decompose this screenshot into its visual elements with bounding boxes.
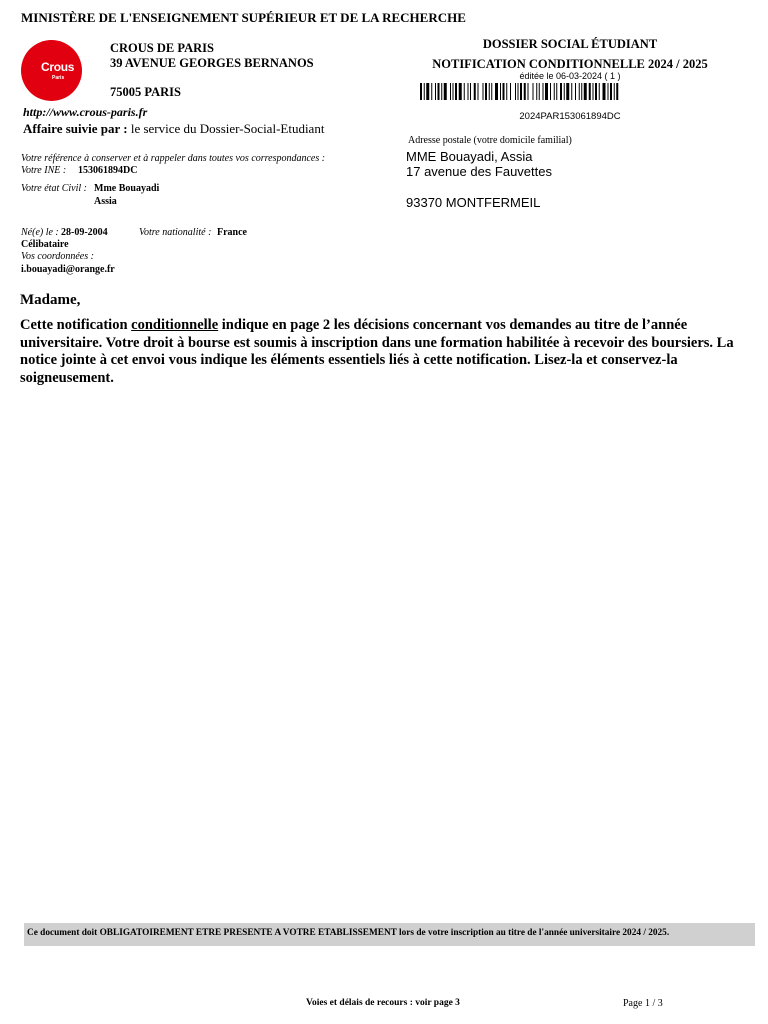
nationality-label: Votre nationalité : [139, 227, 212, 238]
barcode-bar [444, 83, 447, 100]
civil-status-label: Votre état Civil : [21, 183, 88, 194]
barcode-bar [584, 83, 587, 100]
ine-label: Votre INE : [21, 165, 67, 176]
barcode-bar [515, 83, 516, 100]
barcode-bar [616, 83, 618, 100]
barcode-bar [610, 83, 612, 100]
letter-body [20, 317, 760, 387]
affaire-label: Affaire suivie par : [23, 121, 128, 136]
barcode-bar [459, 83, 462, 100]
barcode-bar [539, 83, 540, 100]
barcode-bar [478, 83, 479, 100]
barcode-bar [489, 83, 490, 100]
crous-logo [21, 40, 82, 101]
barcode-bar [599, 83, 600, 100]
barcode-bar [533, 83, 534, 100]
edition-date: éditée le 06-03-2024 ( 1 ) [519, 71, 621, 81]
barcode-bar [426, 83, 429, 100]
barcode-bar [468, 83, 469, 100]
ministry-header: MINISTÈRE DE L'ENSEIGNEMENT SUPÉRIEUR ET DE LA RECHERCHE [21, 10, 466, 25]
barcode-bar [560, 83, 562, 100]
barcode-bar [485, 83, 487, 100]
barcode-bar [420, 83, 422, 100]
org-street: 39 AVENUE GEORGES BERNANOS [110, 56, 314, 70]
barcode-bar [593, 83, 594, 100]
affaire-value: le service du Dossier-Social-Etudiant [127, 121, 325, 136]
barcode-bar [435, 83, 436, 100]
barcode-text: 2024PAR153061894DC [519, 111, 621, 122]
barcode-bar [550, 83, 551, 100]
barcode-bar [491, 83, 492, 100]
barcode-bar [524, 83, 526, 100]
barcode [420, 83, 694, 100]
barcode-bar [566, 83, 569, 100]
barcode-bar [441, 83, 442, 100]
footer-notice-text: Ce document doit OBLIGATOIREMENT ETRE PRESENTE A VOTRE ETABLISSEMENT lors de votre inscription au titre de l'année universitaire 2024 / 2025. [27, 928, 670, 938]
barcode-bar [536, 83, 537, 100]
barcode-bar [564, 83, 565, 100]
body-text-start: Cette notification [20, 317, 132, 333]
barcode-bar [575, 83, 576, 100]
barcode-bar [510, 83, 511, 100]
barcode-bar [474, 83, 476, 100]
barcode-bar [589, 83, 591, 100]
contact-label: Vos coordonnées : [21, 251, 94, 262]
recours-note: Voies et délais de recours : voir page 3 [306, 998, 460, 1008]
document-title: DOSSIER SOCIAL ÉTUDIANT [482, 37, 658, 51]
ine-value: 153061894DC [78, 165, 138, 176]
recipient-name: MME Bouayadi, Assia [406, 149, 533, 164]
barcode-bar [581, 83, 582, 100]
barcode-bar [614, 83, 615, 100]
birth-date-value: 28-09-2004 [61, 227, 108, 238]
barcode-bar [518, 83, 519, 100]
recipient-street: 17 avenue des Fauvettes [406, 164, 552, 179]
barcode-bar [438, 83, 440, 100]
barcode-bar [579, 83, 580, 100]
civil-firstname: Assia [94, 196, 117, 207]
affaire-line [23, 121, 324, 137]
barcode-bar [450, 83, 451, 100]
barcode-bar [431, 83, 432, 100]
logo-word: Crous [41, 60, 75, 74]
barcode-bar [503, 83, 505, 100]
org-name: CROUS DE PARIS [110, 41, 214, 55]
barcode-bar [543, 83, 544, 100]
barcode-bar [500, 83, 501, 100]
postal-address-label: Adresse postale (votre domicile familial) [408, 135, 572, 146]
barcode-bar [455, 83, 457, 100]
salutation: Madame, [20, 292, 81, 308]
body-text-end: indique en page 2 les décisions concernant vos demandes au titre de l’année universitaire. Votre droit à bourse est soumis à inscription dans une formation habilitée à recevoir des boursiers. La notice jointe à cet envoi vous indique les éléments essentiels liés à cette notification. Lisez-la et conservez-la soigneusement. [20, 317, 734, 386]
nationality-value: France [217, 227, 247, 238]
barcode-bar [545, 83, 548, 100]
body-text-underlined: conditionnelle [131, 317, 219, 333]
barcode-bar [453, 83, 454, 100]
barcode-bar [608, 83, 609, 100]
reference-note: Votre référence à conserver et à rappeler dans toutes vos correspondances : [21, 153, 326, 164]
barcode-bar [556, 83, 557, 100]
barcode-bar [528, 83, 529, 100]
footer-notice-bar [24, 923, 755, 946]
recipient-city: 93370 MONTFERMEIL [406, 195, 541, 210]
document-subtitle: NOTIFICATION CONDITIONNELLE 2024 / 2025 [432, 57, 708, 71]
contact-email: i.bouayadi@orange.fr [21, 264, 115, 275]
barcode-bar [495, 83, 498, 100]
website-link[interactable]: http://www.crous-paris.fr [23, 105, 148, 119]
civil-surname: Mme Bouayadi [94, 183, 160, 194]
barcode-bar [464, 83, 465, 100]
org-city: 75005 PARIS [110, 85, 181, 99]
barcode-bar [520, 83, 522, 100]
barcode-bar [554, 83, 555, 100]
logo-sub: Paris [52, 75, 65, 81]
birth-date-label: Né(e) le : [21, 227, 59, 238]
barcode-bar [595, 83, 597, 100]
barcode-bar [571, 83, 572, 100]
barcode-bar [483, 83, 484, 100]
barcode-bar [470, 83, 471, 100]
barcode-bar [424, 83, 425, 100]
barcode-bar [603, 83, 606, 100]
marital-status: Célibataire [21, 239, 69, 250]
page-number: Page 1 / 3 [623, 998, 663, 1009]
barcode-bar [506, 83, 507, 100]
